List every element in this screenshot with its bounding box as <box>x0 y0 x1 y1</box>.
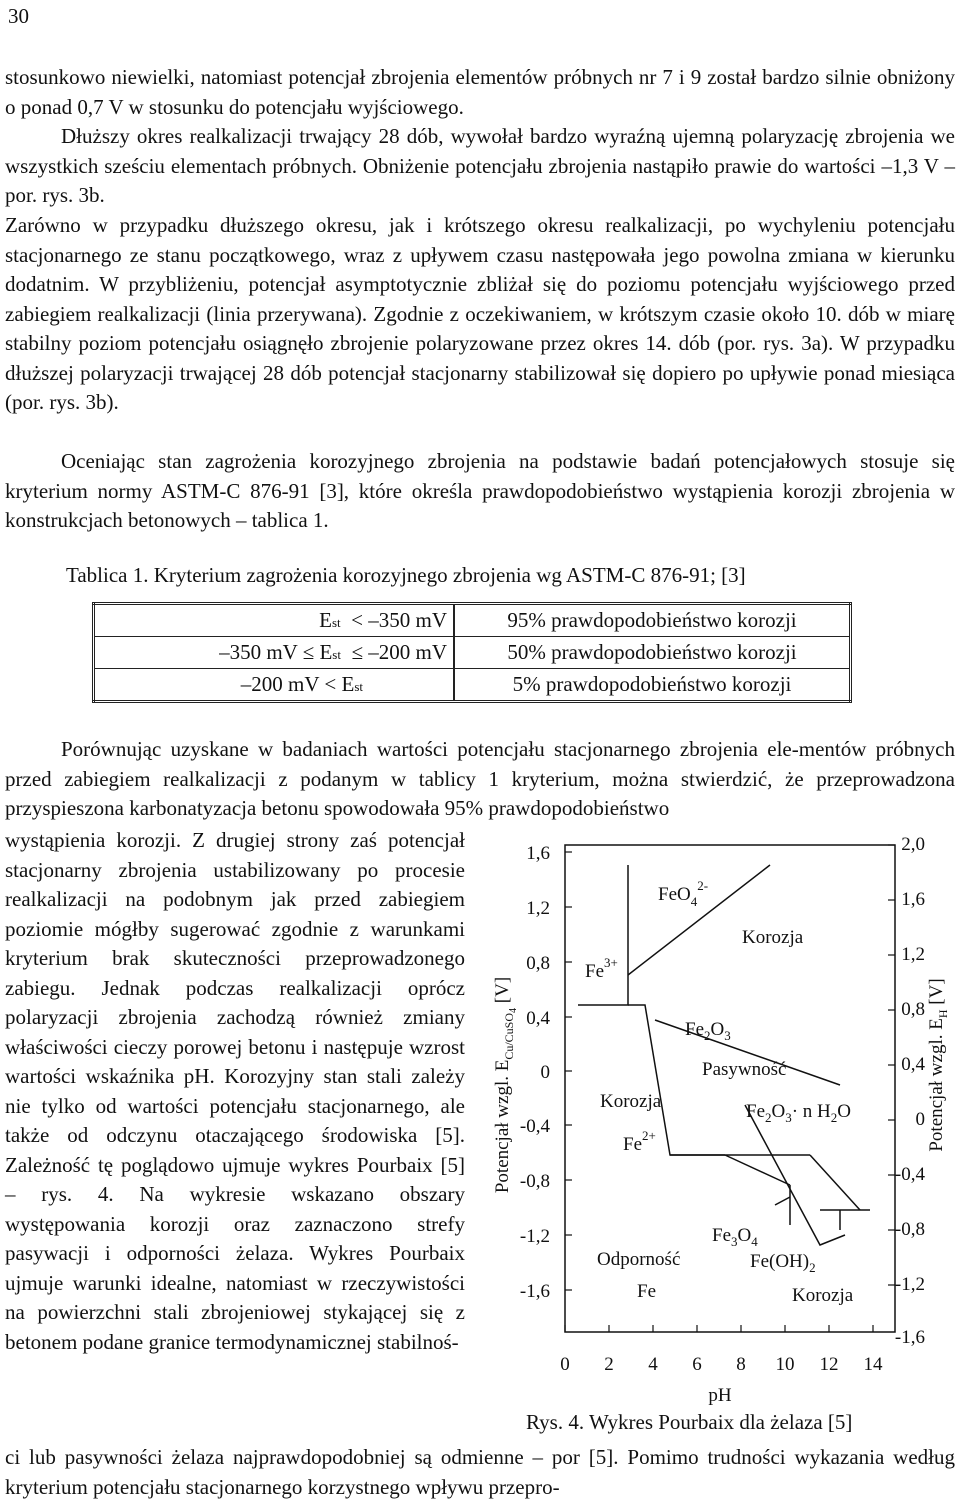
y-right-tick: 0 <box>915 1109 925 1130</box>
y-right-tick: 1,6 <box>901 889 925 910</box>
label-feoh2: $Fe(OH)_2$ <box>750 1251 816 1275</box>
y-left-tick: 0 <box>540 1062 550 1083</box>
label-fe3: $Fe^{3+}$ <box>585 955 618 982</box>
probability-cell: 5% prawdopodobieństwo korozji <box>454 669 851 702</box>
label-korozja-mid: Korozja <box>600 1091 662 1112</box>
y-left-tick: -1,2 <box>519 1226 550 1247</box>
table-row: E st < –350 mV 95% prawdopodobieństwo korozji <box>94 604 851 637</box>
label-odpornosc: Odporność <box>597 1249 681 1270</box>
phase-boundaries <box>578 865 870 1245</box>
paragraph-1: stosunkowo niewielki, natomiast potencjał zbrojenia elementów próbnych nr 7 i 9 został bardzo silnie obniżony o ponad 0,7 V w stosunku do potencjału wyjściowego. <box>5 65 955 119</box>
y-left-tick: -0,8 <box>519 1171 550 1192</box>
y-right-axis-label <box>926 978 950 1151</box>
table-row: –200 mV < E st 5% prawdopodobieństwo korozji <box>94 669 851 702</box>
x-tick: 0 <box>560 1354 570 1375</box>
paragraph-5-wrapped: wystąpienia korozji. Z drugiej strony zaś potencjał stacjonarny zbrojenia ustabilizowany po procesie realkalizacji na podobnym jak przed zabiegiem poziomie mógłby sugerować zgodnie z warunkami kryterium brak skuteczności przeprowadzonego zabiegu. Jednak podczas realkalizacji oprócz polaryzacji zbrojenia zachodzą również zmiany właściwości cieczy porowej betonu i następuje wzrost wartości wskaźnika pH. Korozyjny stan stali zależy nie tylko od wartości potencjału stacjonarnego, ale także od odczynu otaczającego środowiska [5]. Zależność tę poglądowo ujmuje wykres Pourbaix [5] – rys. 4. Na wykresie wskazano obszary występowania korozji oraz zaznaczono strefy pasywacji i odporności żelaza. Wykres Pourbaix ujmuje warunki idealne, natomiast w rzeczywistości na powierzchni stali zbrojeniowej stykającej się z betonem podane granice termodynamicznej stabilnoś- <box>5 828 465 1354</box>
pourbaix-diagram <box>480 825 950 1410</box>
x-tick: 14 <box>863 1354 883 1375</box>
x-tick: 10 <box>775 1354 795 1375</box>
table-caption: Tablica 1. Kryterium zagrożenia korozyjnego zbrojenia wg ASTM-C 876-91; [3] <box>66 563 746 587</box>
label-korozja-top: Korozja <box>742 927 804 948</box>
label-korozja-bottom: Korozja <box>792 1285 854 1306</box>
x-tick: 8 <box>736 1354 746 1375</box>
label-fe2: $Fe^{2+}$ <box>623 1128 656 1155</box>
table-row: –350 mV ≤ E st ≤ –200 mV 50% prawdopodobieństwo korozji <box>94 637 851 669</box>
y-left-tick: -1,6 <box>519 1281 550 1302</box>
y-right-tick: -0,4 <box>894 1164 925 1185</box>
y-right-tick: 1,2 <box>901 944 925 965</box>
y-left-tick: 0,4 <box>526 1008 550 1029</box>
y-right-tick: 2,0 <box>901 834 925 855</box>
y-left-tick: -0,4 <box>519 1116 550 1137</box>
label-fe2o3: $Fe_2O_3$ <box>685 1019 731 1043</box>
y-left-axis-label <box>492 977 519 1193</box>
paragraph-5: Porównując uzyskane w badaniach wartości potencjału stacjonarnego zbrojenia ele-mentów próbnych przed zabiegiem realkalizacji z podanym w tablicy 1 kryterium, można stwierdzić, że przeprowadzona przyspieszona karbonatyzacja betonu spowodowała 95% prawdopodobieństwo <box>5 737 955 820</box>
x-tick: 6 <box>692 1354 702 1375</box>
y-right-tick: -1,2 <box>894 1274 925 1295</box>
label-hydrate: $Fe_2O_3\cdot n$ $H_2O$ <box>746 1101 852 1125</box>
x-tick: 4 <box>648 1354 658 1375</box>
y-left-tick: 0,8 <box>526 953 550 974</box>
paragraph-2: Dłuższy okres realkalizacji trwający 28 dób, wywołał bardzo wyraźną ujemną polaryzację zbrojenia we wszystkich sześciu elementach próbnych. Obniżenie potencjału zbrojenia nastąpiło prawie do wartości –1,3 V – por. rys. 3b. <box>5 124 955 207</box>
probability-cell: 50% prawdopodobieństwo korozji <box>454 637 851 669</box>
label-pasywnosc: Pasywność <box>702 1059 787 1080</box>
x-tick: 2 <box>604 1354 614 1375</box>
y-left-tick: 1,2 <box>526 898 550 919</box>
svg-text:Potencjał wzgl. ECu/CuSO4 [V]: Potencjał wzgl. $E_{Cu/CuSO}4$ [V] <box>492 976 519 1194</box>
paragraph-tail: ci lub pasywności żelaza najprawdopodobniej są odmienne – por [5]. Pomimo trudności wykazania według kryterium potencjału stacjonarnego korzystnego wpływu przepro- <box>5 1445 955 1499</box>
paragraph-3: Zarówno w przypadku dłuższego okresu, jak i krótszego okresu realkalizacji, po wychyleniu potencjału stacjonarnego ze stanu początkowego, wraz z upływem czasu następowała jego powolna zmiana w kierunku dodatnim. W przybliżeniu, potencjał asymptotycznie zbliżał się do poziomu potencjału wyjściowego przed zabiegiem realkalizacji (linia przerywana). Zgodnie z oczekiwaniem, w krótszym czasie około 10. dób w miarę stabilny poziom potencjału osiągnęło zbrojenie polaryzowane przez okres 14. dób (por. rys. 3a). W przypadku dłuższej polaryzacji trwającej 28 dób potencjał stacjonarny stabilizował się dopiero po upływie ponad miesiąca (por. rys. 3b). <box>5 213 955 414</box>
left-ticks <box>565 852 572 1290</box>
figure-caption: Rys. 4. Wykres Pourbaix dla żelaza [5] <box>526 1410 853 1434</box>
x-axis-label: pH <box>708 1385 732 1406</box>
page-number: 30 <box>8 4 29 28</box>
label-fe: Fe <box>637 1281 656 1302</box>
x-tick: 12 <box>819 1354 839 1375</box>
y-right-tick: -0,8 <box>894 1219 925 1240</box>
criteria-table <box>92 602 852 703</box>
paragraph-4: Oceniając stan zagrożenia korozyjnego zbrojenia na podstawie badań potencjałowych stosuje się kryterium normy ASTM-C 876-91 [3], które określa prawdopodobieństwo wystąpienia korozji zbrojenia w konstrukcjach betonowych – tablica 1. <box>5 449 955 532</box>
svg-text:Potencjał wzgl. EH [V]: Potencjał wzgl. $E_H$ [V] <box>926 978 950 1152</box>
label-feo4: FeO$_4^{2-}$ <box>658 878 709 909</box>
y-right-tick: -1,6 <box>894 1327 925 1348</box>
probability-cell: 95% prawdopodobieństwo korozji <box>454 604 851 637</box>
y-right-tick: 0,8 <box>901 999 925 1020</box>
bottom-ticks <box>565 1325 873 1332</box>
y-right-tick: 0,4 <box>901 1054 925 1075</box>
label-fe3o4: $Fe_3O_4$ <box>712 1225 758 1249</box>
y-left-tick: 1,6 <box>526 843 550 864</box>
